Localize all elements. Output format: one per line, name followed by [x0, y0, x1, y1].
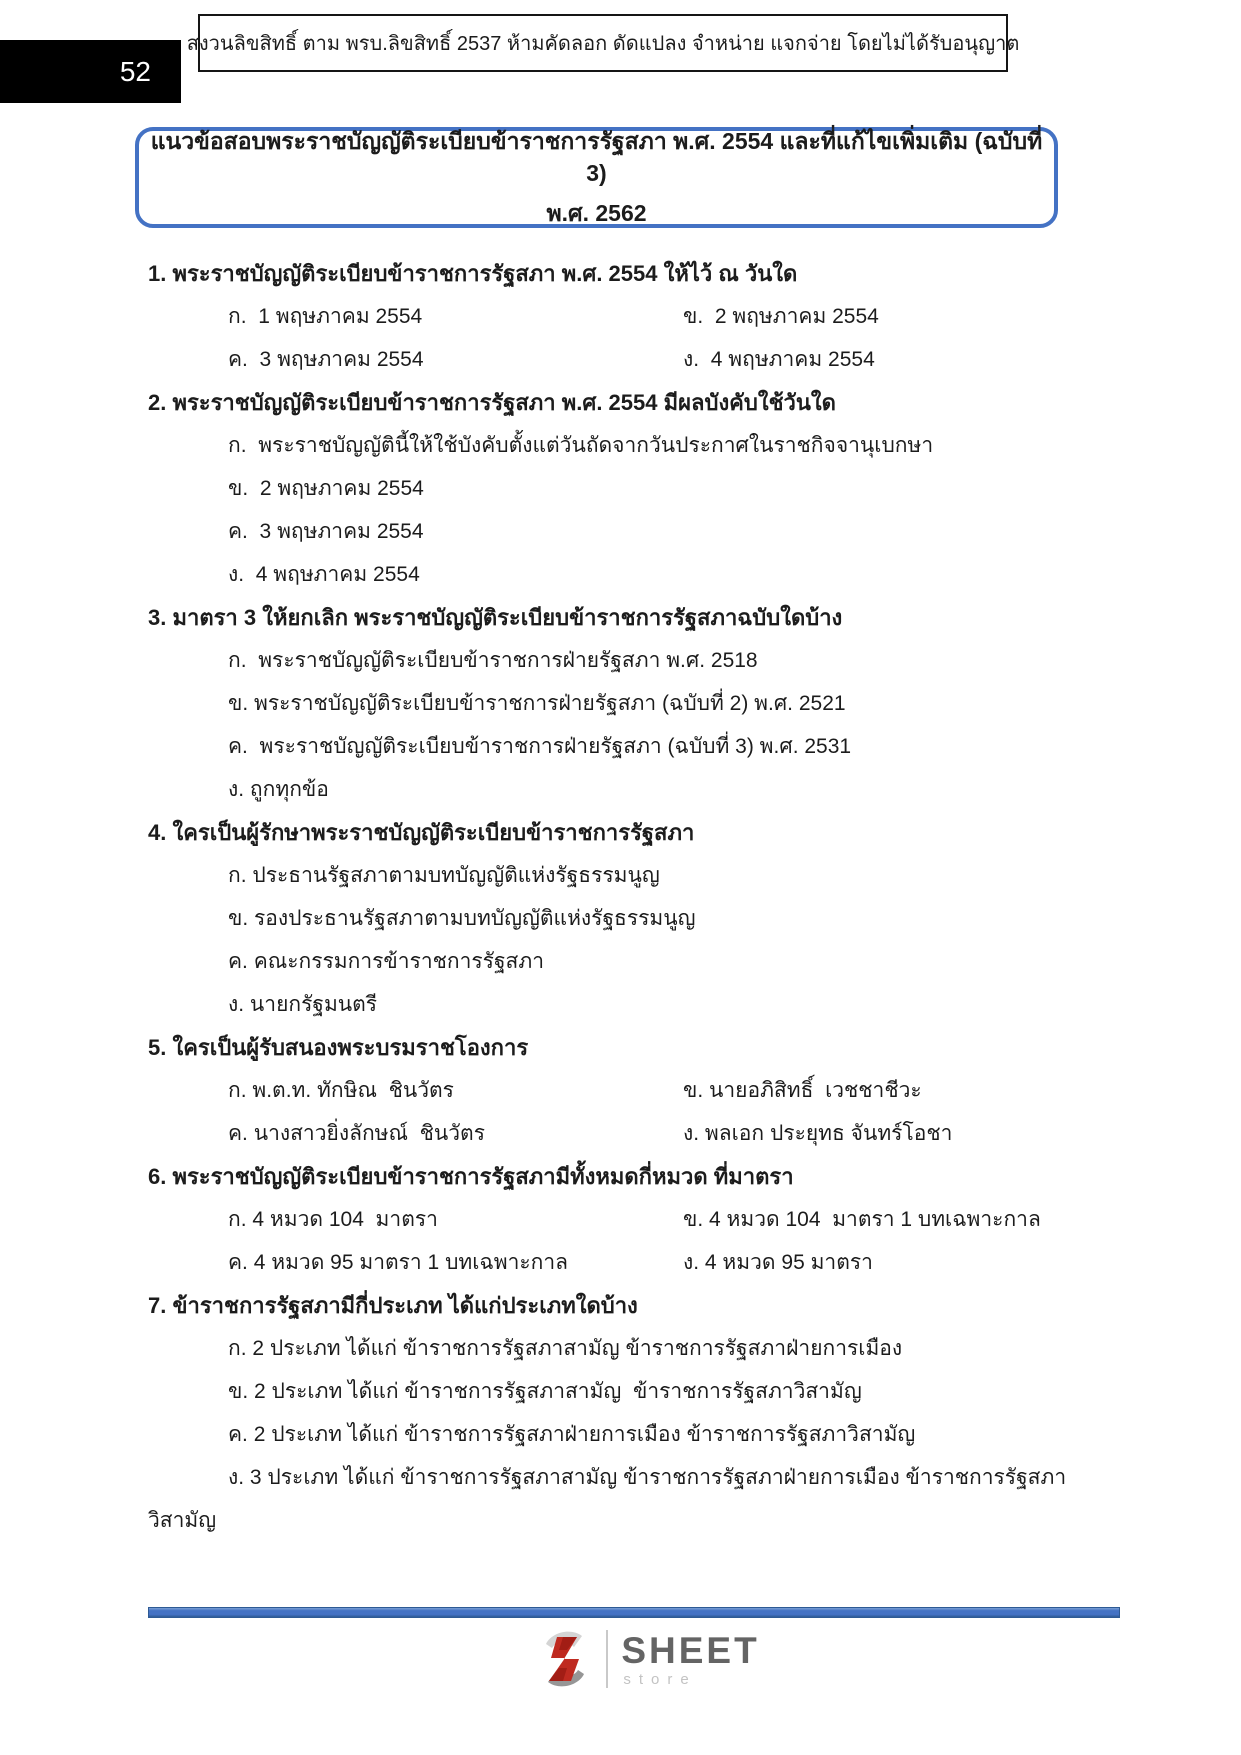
- questions-list: [148, 252, 1100, 1542]
- option-text: ข. 4 หมวด 104 มาตรา 1 บทเฉพาะกาล: [683, 1208, 1041, 1231]
- question-block: [148, 596, 1100, 811]
- question-text: 1. พระราชบัญญัติระเบียบข้าราชการรัฐสภา พ.ศ. 2554 ให้ไว้ ณ วันใด: [148, 261, 798, 286]
- option-text: ค. คณะกรรมการข้าราชการรัฐสภา: [228, 950, 545, 973]
- option-text: ข. รองประธานรัฐสภาตามบทบัญญัติแห่งรัฐธรรมนูญ: [228, 907, 696, 930]
- copyright-box: [186, 14, 1020, 72]
- page-title-line1: แนวข้อสอบพระราชบัญญัติระเบียบข้าราชการรัฐสภา พ.ศ. 2554 และที่แก้ไขเพิ่มเติม (ฉบับที่ 3): [150, 127, 1043, 186]
- footer-divider-bar: [148, 1607, 1120, 1618]
- page-number-box: [0, 40, 181, 103]
- option-text: ง. พลเอก ประยุทธ จันทร์โอชา: [683, 1122, 953, 1145]
- option-text: ค. 4 หมวด 95 มาตรา 1 บทเฉพาะกาล: [228, 1251, 569, 1274]
- sheet-store-logo: [28, 1628, 1241, 1690]
- option-row: [148, 1069, 1100, 1112]
- question-text: 7. ข้าราชการรัฐสภามีกี่ประเภท ได้แก่ประเภทใดบ้าง: [148, 1293, 638, 1318]
- option-row: [148, 1198, 1100, 1241]
- question-block: [148, 811, 1100, 1026]
- question-block: [148, 1155, 1100, 1284]
- s-logo-icon: [537, 1628, 593, 1690]
- option-text: ก. 1 พฤษภาคม 2554: [228, 305, 423, 328]
- option-text: ข. 2 ประเภท ได้แก่ ข้าราชการรัฐสภาสามัญ ข้าราชการรัฐสภาวิสามัญ: [228, 1380, 862, 1403]
- option-text: ก. 4 หมวด 104 มาตรา: [228, 1208, 438, 1231]
- title-box: [135, 127, 1058, 228]
- logo-title: SHEET: [621, 1629, 760, 1671]
- page-number: 52: [119, 55, 151, 87]
- option-text: ก. ประธานรัฐสภาตามบทบัญญัติแห่งรัฐธรรมนูญ: [228, 864, 660, 887]
- option-row: [148, 1112, 1100, 1155]
- question-text: 3. มาตรา 3 ให้ยกเลิก พระราชบัญญัติระเบียบข้าราชการรัฐสภาฉบับใดบ้าง: [148, 605, 843, 630]
- option-text: ค. นางสาวยิ่งลักษณ์ ชินวัตร: [228, 1122, 485, 1145]
- option-text: ข. 2 พฤษภาคม 2554: [228, 477, 424, 500]
- option-text: ง. 4 หมวด 95 มาตรา: [683, 1251, 873, 1274]
- question-block: [148, 1284, 1100, 1542]
- option-text: ก. พระราชบัญญัตินี้ให้ใช้บังคับตั้งแต่วันถัดจากวันประกาศในราชกิจจานุเบกษา: [228, 434, 934, 457]
- copyright-notice: สงวนลิขสิทธิ์ ตาม พรบ.ลิขสิทธิ์ 2537 ห้ามคัดลอก ดัดแปลง จำหน่าย แจกจ่าย โดยไม่ได้รับอนุญาต: [186, 33, 1020, 55]
- option-text: ง. นายกรัฐมนตรี: [228, 993, 378, 1016]
- question-text: 5. ใครเป็นผู้รับสนองพระบรมราชโองการ: [148, 1035, 529, 1060]
- option-text: ข. 2 พฤษภาคม 2554: [683, 305, 879, 328]
- option-text: ค. 3 พฤษภาคม 2554: [228, 348, 424, 371]
- option-text: ค. 2 ประเภท ได้แก่ ข้าราชการรัฐสภาฝ่ายการเมือง ข้าราชการรัฐสภาวิสามัญ: [228, 1423, 916, 1446]
- option-row: [148, 1241, 1100, 1284]
- option-text: ง. 3 ประเภท ได้แก่ ข้าราชการรัฐสภาสามัญ ข้าราชการรัฐสภาฝ่ายการเมือง ข้าราชการรัฐสภา วิสามัญ: [148, 1466, 1072, 1532]
- option-text: ก. 2 ประเภท ได้แก่ ข้าราชการรัฐสภาสามัญ ข้าราชการรัฐสภาฝ่ายการเมือง: [228, 1337, 903, 1360]
- option-row: [148, 338, 1100, 381]
- page-title-line2: พ.ศ. 2562: [546, 199, 647, 226]
- question-block: [148, 1026, 1100, 1155]
- question-text: 2. พระราชบัญญัติระเบียบข้าราชการรัฐสภา พ.ศ. 2554 มีผลบังคับใช้วันใด: [148, 390, 836, 415]
- option-row: [148, 295, 1100, 338]
- option-text: ง. 4 พฤษภาคม 2554: [683, 348, 875, 371]
- question-text: 4. ใครเป็นผู้รักษาพระราชบัญญัติระเบียบข้าราชการรัฐสภา: [148, 820, 695, 845]
- question-text: 6. พระราชบัญญัติระเบียบข้าราชการรัฐสภามีทั้งหมดกี่หมวด ที่มาตรา: [148, 1164, 794, 1189]
- option-text: ข. นายอภิสิทธิ์ เวชชาชีวะ: [683, 1079, 922, 1102]
- option-text: ง. ถูกทุกข้อ: [228, 778, 329, 801]
- option-text: ง. 4 พฤษภาคม 2554: [228, 563, 420, 586]
- question-block: [148, 252, 1100, 381]
- question-block: [148, 381, 1100, 596]
- option-text: ค. 3 พฤษภาคม 2554: [228, 520, 424, 543]
- option-text: ก. พระราชบัญญัติระเบียบข้าราชการฝ่ายรัฐสภา พ.ศ. 2518: [228, 649, 758, 672]
- option-text: ข. พระราชบัญญัติระเบียบข้าราชการฝ่ายรัฐสภา (ฉบับที่ 2) พ.ศ. 2521: [228, 692, 846, 715]
- option-text: ก. พ.ต.ท. ทักษิณ ชินวัตร: [228, 1079, 454, 1102]
- logo-text-block: [621, 1629, 760, 1688]
- option-text: ค. พระราชบัญญัติระเบียบข้าราชการฝ่ายรัฐสภา (ฉบับที่ 3) พ.ศ. 2531: [228, 735, 852, 758]
- logo-divider: [606, 1630, 608, 1688]
- logo-subtitle: store: [623, 1670, 697, 1688]
